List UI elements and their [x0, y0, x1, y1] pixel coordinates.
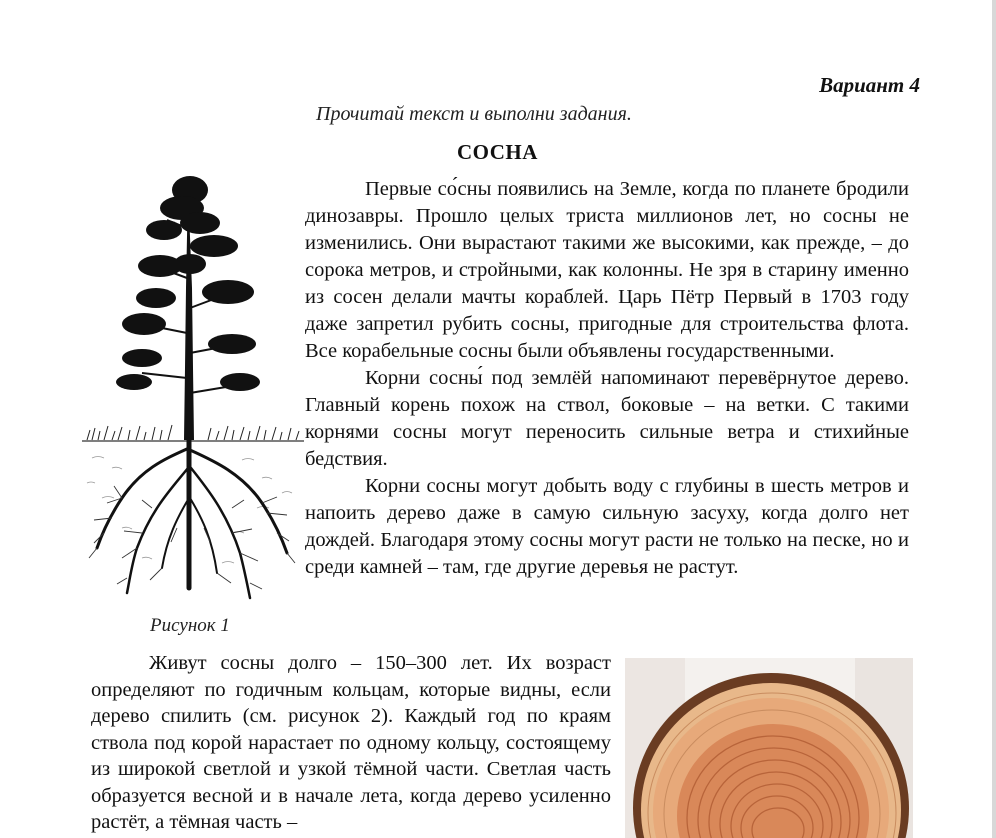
paragraph: Корни сосны могут добыть воду с глубины в шесть метров и напоить дерево даже в самую сильную засуху, когда долго нет дождей. Благодаря этому сосны могут расти не только на песке, но и среди камней – там, где другие деревья не растут.: [305, 475, 909, 578]
paragraph: Первые со́сны появились на Земле, когда по планете бродили динозавры. Прошло целых триста миллионов лет, но сосны не изменились. Они вырастают такими же высокими, как прежде, – до сорока метров, и стройными, как колонны. Не зря в старину именно из сосен делали мачты кораблей. Царь Пётр Первый в 1703 году даже запретил рубить сосны, пригодные для строительства флота. Все корабельные сосны были объявлены государственными.: [305, 178, 909, 362]
page-edge: [992, 0, 996, 838]
main-text: [305, 176, 909, 581]
tree-rings-photo: [625, 658, 913, 838]
lower-text: [91, 650, 611, 836]
paragraph: Корни сосны́ под землёй напоминают перевёрнутое дерево. Главный корень похож на ствол, боковые – на ветки. С такими корнями сосны могут переносить сильные ветра и стихийные бедствия.: [305, 367, 909, 470]
instruction-text: Прочитай текст и выполни задания.: [316, 103, 632, 125]
figure1-caption: Рисунок 1: [150, 615, 230, 636]
page-title: СОСНА: [457, 140, 538, 164]
pine-tree-illustration: [82, 168, 304, 616]
paragraph: Живут сосны долго – 150–300 лет. Их возраст определяют по годичным кольцам, которые видны, если дерево спилить (см. рисунок 2). Каждый год по краям ствола под корой нарастает по одному кольцу, состоящему из широкой светлой и узкой тёмной части. Светлая часть образуется весной и в начале лета, когда дерево усиленно растёт, а тёмная часть –: [91, 652, 611, 833]
variant-label: Вариант 4: [819, 73, 920, 97]
